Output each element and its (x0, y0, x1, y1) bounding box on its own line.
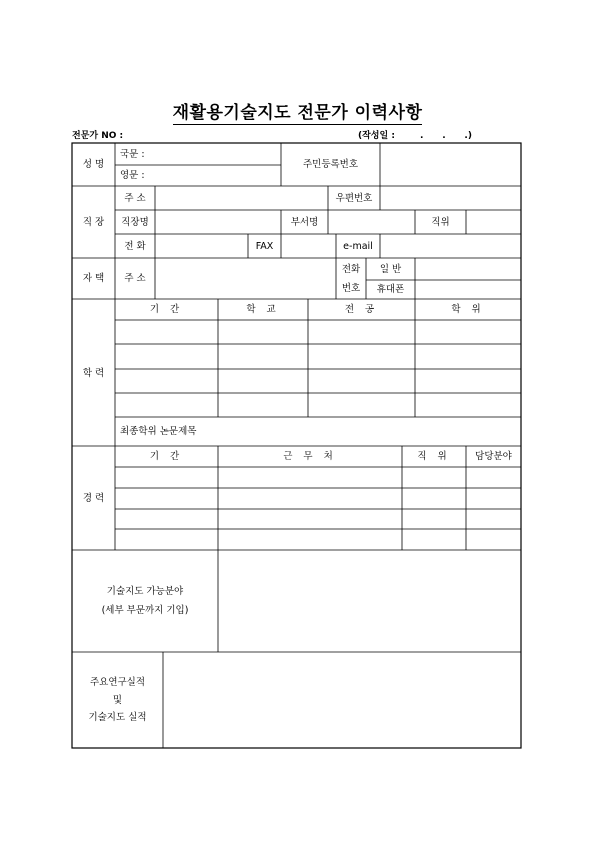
home-section-label: 자 택 (82, 273, 105, 284)
form-title-text: 재활용기술지도 전문가 이력사항 (172, 103, 423, 123)
home-phone-label-2: 번호 (341, 283, 361, 294)
general-phone-label: 일 반 (379, 264, 402, 275)
research-label-1: 주요연구실적 (89, 677, 146, 688)
edu-school-header: 학 교 (246, 304, 280, 315)
thesis-title-label: 최종학위 논문제목 (120, 426, 197, 437)
research-label-2: 및 (112, 695, 123, 706)
fax-label: FAX (255, 241, 274, 252)
edu-period-header: 기 간 (149, 304, 184, 315)
email-label: e-mail (343, 241, 373, 252)
career-duty-header: 담당분야 (475, 451, 512, 462)
expert-no-label: 전문가 NO : (72, 131, 124, 141)
postal-code-label: 우편번호 (335, 193, 373, 204)
resident-no-label: 주민등록번호 (302, 159, 359, 170)
workplace-address-label: 주 소 (124, 193, 146, 204)
career-period-header: 기 간 (149, 451, 184, 462)
name-korean-label: 국문 : (120, 149, 145, 160)
home-address-label: 주 소 (124, 273, 146, 284)
workplace-section-label: 직 장 (82, 217, 105, 228)
tech-field-note: (세부 부문까지 기입) (101, 605, 189, 616)
workplace-name-label: 직장명 (121, 217, 149, 228)
education-section-label: 학 력 (82, 368, 105, 379)
date-label: (작성일 : . . .) (358, 131, 472, 141)
name-english-label: 영문 : (120, 170, 145, 181)
home-phone-label-1: 전화 (341, 264, 361, 275)
phone-label: 전 화 (124, 241, 146, 252)
research-label-3: 기술지도 실적 (88, 712, 147, 723)
name-section-label: 성 명 (82, 159, 105, 170)
edu-degree-header: 학 위 (451, 304, 485, 315)
career-workplace-header: 근 무 처 (283, 451, 337, 462)
tech-field-label: 기술지도 가능분야 (106, 586, 184, 597)
mobile-label: 휴대폰 (376, 284, 405, 295)
career-section-label: 경 력 (82, 493, 105, 504)
department-label: 부서명 (290, 217, 319, 228)
edu-major-header: 전 공 (344, 304, 379, 315)
career-position-header: 직 위 (417, 451, 451, 462)
position-label: 직위 (431, 217, 450, 228)
